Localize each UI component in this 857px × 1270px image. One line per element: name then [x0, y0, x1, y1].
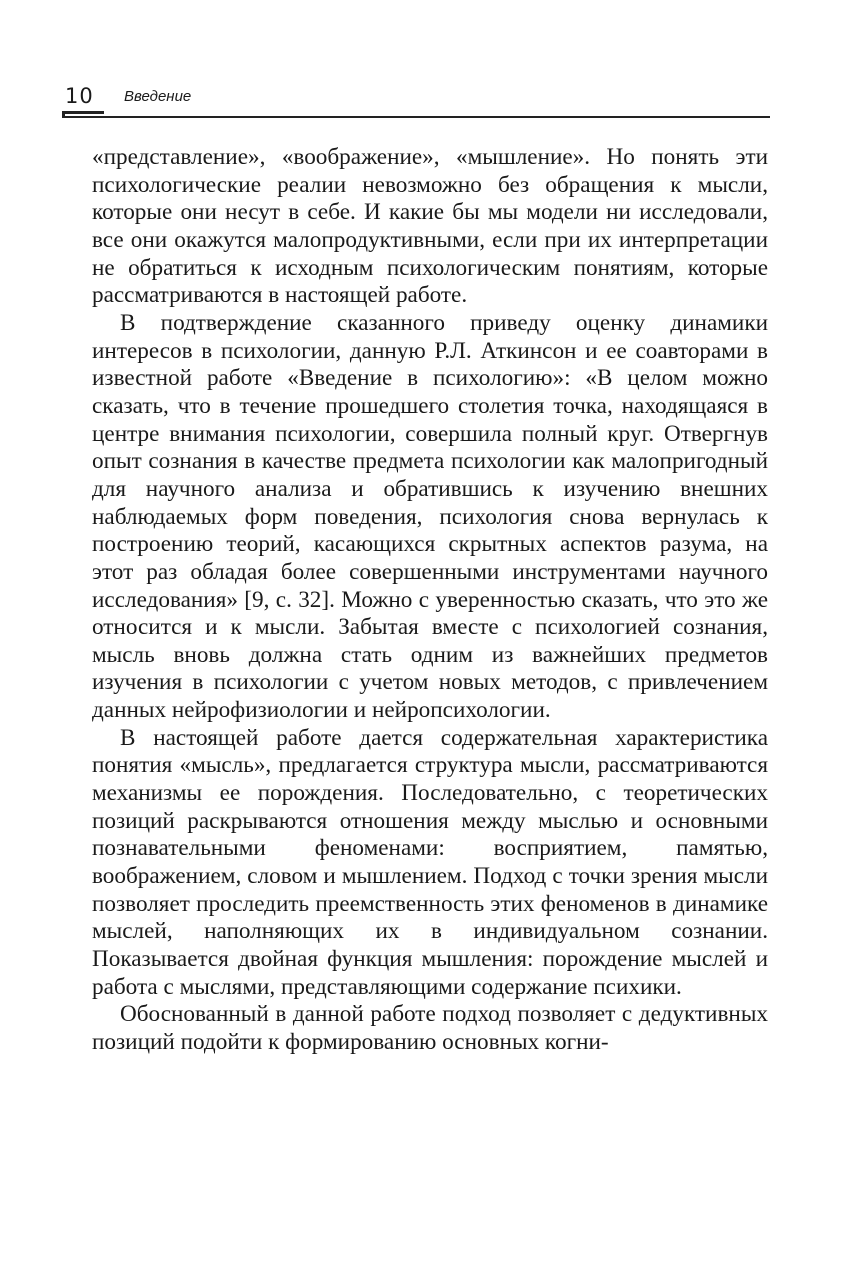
paragraph-2: В подтверждение сказанного приведу оценку динамики интересов в психологии, данную Р.Л. Аткинсон и ее соавторами в известной работе «Введение в психологию»: «В целом можно сказать, что в течение прошедшего столетия точка, находящаяся в центре внимания психологии, совершила полный круг. Отвергнув опыт сознания в качестве предмета психологии как малопригодный для научного анализа и обратившись к изучению внешних наблюдаемых форм поведения, психология снова вернулась к построению теорий, касающихся скрытных аспектов разума, на этот раз обладая более совершенными инструментами научного исследования» [9, с. 32]. Можно с уверенностью сказать, что это же относится и к мысли. Забытая вместе с психологией сознания, мысль вновь должна стать одним из важнейших предметов изучения в психологии с учетом новых методов, с привлечением данных нейрофизиологии и нейропсихологии. [92, 309, 768, 724]
running-section-title: Введение [124, 88, 192, 105]
paragraph-3: В настоящей работе дается содержательная характеристика понятия «мысль», предлагается структура мысли, рассматриваются механизмы ее порождения. Последовательно, с теоретических позиций раскрываются отношения между мыслью и основными познавательными феноменами: восприятием, памятью, воображением, словом и мышлением. Подход с точки зрения мысли позволяет проследить преемственность этих феноменов в динамике мыслей, наполняющих их в индивидуальном сознании. Показывается двойная функция мышления: порождение мыслей и работа с мыслями, представляющими содержание психики. [92, 724, 768, 1000]
running-header [62, 84, 770, 120]
header-rule-accent [62, 111, 104, 114]
page-number: 10 [65, 84, 94, 108]
body-text [92, 144, 768, 1057]
paragraph-1: «представление», «воображение», «мышление». Но понять эти психологические реалии невозможно без обращения к мысли, которые они несут в себе. И какие бы мы модели ни исследовали, все они окажутся малопродуктивными, если при их интерпретации не обратиться к исходным психологическим понятиям, которые рассматриваются в настоящей работе. [92, 144, 768, 309]
header-rule [62, 116, 770, 118]
paragraph-4: Обоснованный в данной работе подход позволяет с дедуктивных позиций подойти к формированию основных когни- [92, 1001, 768, 1055]
